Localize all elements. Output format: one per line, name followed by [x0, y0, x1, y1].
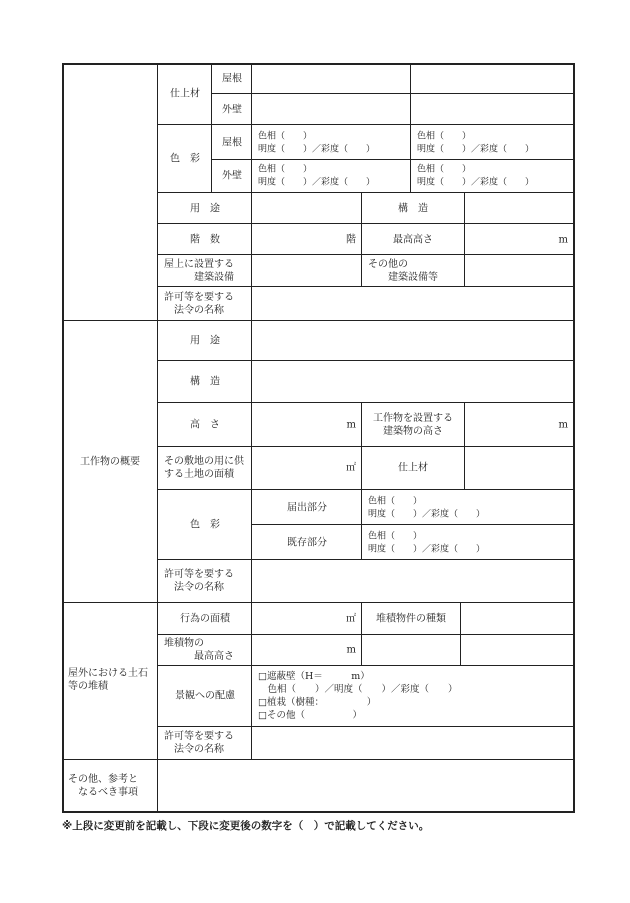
structure-finish-label: 仕上材	[398, 462, 428, 474]
color-wall-after-value-chroma: 明度（ ）／彩度（ ）	[417, 177, 535, 187]
building-use-field[interactable]	[252, 193, 362, 224]
stockpile-section-label: 屋外における土石 等の堆積	[68, 668, 148, 692]
finish-wall-before-field[interactable]	[252, 94, 411, 125]
structure-height-label: 高 さ	[190, 419, 220, 431]
finish-roof-before-field[interactable]	[252, 63, 411, 94]
color-wall-label: 外壁	[222, 170, 242, 182]
structure-permit-field[interactable]	[252, 560, 575, 603]
building-structure-field[interactable]	[465, 193, 575, 224]
bldg-height-label: 工作物を設置する 建築物の高さ	[373, 413, 453, 437]
building-permit-field[interactable]	[252, 287, 575, 321]
structure-finish-field[interactable]	[465, 447, 575, 490]
stockpile-height-extra-b[interactable]	[461, 635, 575, 666]
stockpile-height-label: 堆積物の 最高高さ	[164, 638, 234, 662]
existing-color-value-chroma: 明度（ ）／彩度（ ）	[368, 544, 486, 554]
building-structure-label: 構 造	[398, 203, 428, 215]
landscape-label: 景観への配慮	[175, 690, 235, 702]
existing-label: 既存部分	[287, 537, 327, 549]
stockpile-area-unit: ㎡	[346, 613, 356, 625]
landscape-notification-form	[62, 63, 575, 813]
color-wall-before-hue: 色相（ ）	[258, 164, 313, 174]
color-wall-before-value-chroma: 明度（ ）／彩度（ ）	[258, 177, 376, 187]
other-equipment-label: その他の 建築設備等	[368, 259, 438, 283]
stockpile-height-extra-a[interactable]	[362, 635, 461, 666]
structure-height-field[interactable]	[252, 403, 362, 447]
color-label: 色 彩	[170, 153, 200, 165]
color-wall-after-hue: 色相（ ）	[417, 164, 472, 174]
finish-label: 仕上材	[170, 88, 200, 100]
stockpile-permit-field[interactable]	[252, 727, 575, 760]
reported-label: 届出部分	[287, 502, 327, 514]
stockpile-permit-label: 許可等を要する 法令の名称	[164, 731, 234, 755]
structure-use-label: 用 途	[190, 335, 220, 347]
color-roof-after-value-chroma: 明度（ ）／彩度（ ）	[417, 144, 535, 154]
stockpile-height-unit: m	[346, 644, 356, 656]
finish-roof-label: 屋根	[222, 73, 242, 85]
reported-color-value-chroma: 明度（ ）／彩度（ ）	[368, 509, 486, 519]
existing-color-hue: 色相（ ）	[368, 531, 423, 541]
rooftop-equipment-label: 屋上に設置する 建築設備	[164, 259, 234, 283]
landscape-options: □遮蔽壁（H＝ m） 色相（ ）／明度（ ）／彩度（ ） □植栽（樹種： ） □その他（ ）	[258, 671, 458, 721]
max-height-unit: m	[558, 234, 568, 246]
structure-structure-label: 構 造	[190, 376, 220, 388]
color-roof-after-hue: 色相（ ）	[417, 131, 472, 141]
structure-color-label: 色 彩	[190, 519, 220, 531]
bldg-height-unit: m	[558, 419, 568, 431]
building-permit-label: 許可等を要する 法令の名称	[164, 292, 234, 316]
finish-wall-label: 外壁	[222, 104, 242, 116]
structure-section-label: 工作物の概要	[80, 456, 140, 468]
structure-permit-label: 許可等を要する 法令の名称	[164, 569, 234, 593]
reported-color-hue: 色相（ ）	[368, 496, 423, 506]
building-use-label: 用 途	[190, 203, 220, 215]
material-type-label: 堆積物件の種類	[376, 613, 446, 625]
structure-use-field[interactable]	[252, 321, 575, 361]
other-field[interactable]	[158, 760, 575, 813]
stockpile-area-label: 行為の面積	[180, 613, 230, 625]
floors-unit: 階	[346, 234, 356, 246]
footnote: ※上段に変更前を記載し、下段に変更後の数字を（ ）で記載してください。	[62, 820, 430, 832]
rooftop-equipment-field[interactable]	[252, 255, 362, 287]
color-roof-before-hue: 色相（ ）	[258, 131, 313, 141]
structure-height-unit: m	[346, 419, 356, 431]
finish-wall-after-field[interactable]	[411, 94, 575, 125]
color-roof-before-value-chroma: 明度（ ）／彩度（ ）	[258, 144, 376, 154]
other-label: その他、参考と なるべき事項	[68, 774, 138, 798]
finish-roof-after-field[interactable]	[411, 63, 575, 94]
other-equipment-field[interactable]	[465, 255, 575, 287]
stockpile-height-field[interactable]	[252, 635, 362, 666]
structure-structure-field[interactable]	[252, 361, 575, 403]
floors-label: 階 数	[190, 234, 220, 246]
building-section-label-cell	[62, 63, 158, 321]
site-area-unit: ㎡	[346, 462, 356, 474]
material-type-field[interactable]	[461, 603, 575, 635]
site-area-label: その敷地の用に供 する土地の面積	[164, 456, 244, 480]
max-height-label: 最高高さ	[393, 234, 433, 246]
color-roof-label: 屋根	[222, 137, 242, 149]
